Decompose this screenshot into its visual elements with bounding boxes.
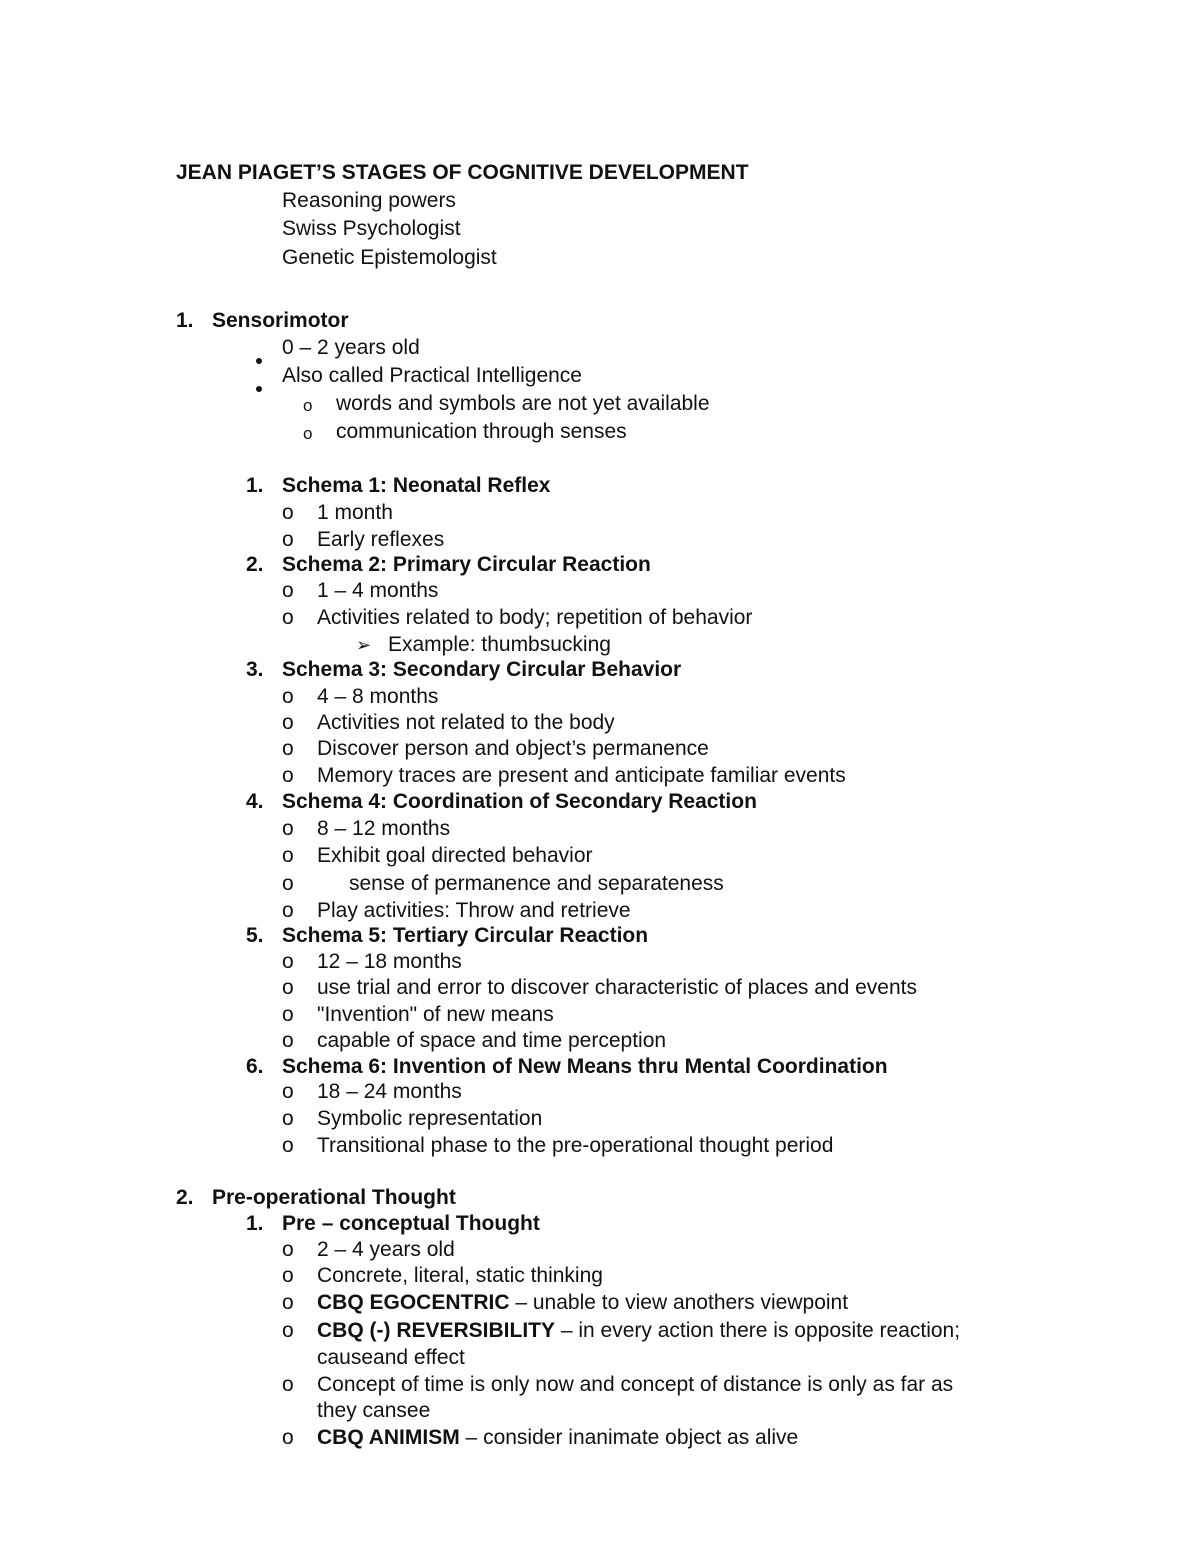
sub-bullet-marker: o: [303, 396, 313, 415]
list-number: 2.: [246, 553, 264, 576]
sub-bullet-marker: o: [282, 976, 294, 999]
list-item: Transitional phase to the pre-operational thought period: [317, 1134, 834, 1157]
list-item: Early reflexes: [317, 528, 445, 551]
sub-bullet-marker: o: [282, 528, 294, 551]
sub-bullet-marker: o: [282, 1238, 294, 1261]
stage-heading: Sensorimotor: [212, 309, 349, 332]
term-label: CBQ (-) REVERSIBILITY: [317, 1319, 556, 1342]
list-item: Symbolic representation: [317, 1107, 543, 1130]
term-definition: – consider inanimate object as alive: [459, 1426, 799, 1449]
list-item: Exhibit goal directed behavior: [317, 844, 593, 867]
list-item: Concept of time is only now and concept of distance is only as far as: [317, 1373, 954, 1396]
stage-heading: Pre-operational Thought: [212, 1186, 456, 1209]
list-number: 5.: [246, 924, 264, 947]
list-number: 1.: [246, 474, 264, 497]
sub-bullet-marker: o: [282, 1107, 294, 1130]
term-definition: – unable to view anothers viewpoint: [509, 1291, 849, 1314]
sub-bullet-marker: o: [282, 1291, 294, 1314]
list-item: Discover person and object’s permanence: [317, 737, 709, 760]
sub-bullet-marker: o: [282, 501, 294, 524]
sub-bullet-marker: o: [282, 872, 294, 895]
term-label: CBQ ANIMISM: [317, 1426, 460, 1449]
list-number: 4.: [246, 790, 264, 813]
list-item: 2 – 4 years old: [317, 1238, 455, 1261]
sub-bullet-marker: o: [282, 1426, 294, 1449]
intro-line: Reasoning powers: [282, 189, 456, 212]
list-item: capable of space and time perception: [317, 1029, 667, 1052]
sub-bullet-marker: o: [282, 1264, 294, 1287]
list-number: 1.: [176, 309, 194, 332]
sub-bullet-marker: o: [282, 1029, 294, 1052]
schema-heading: Schema 1: Neonatal Reflex: [282, 474, 551, 497]
sub-bullet-marker: o: [282, 844, 294, 867]
list-item: Activities related to body; repetition of behavior: [317, 606, 753, 629]
list-item: use trial and error to discover characteristic of places and events: [317, 976, 917, 999]
term-definition: – in every action there is opposite reaction;: [555, 1319, 961, 1342]
schema-heading: Schema 3: Secondary Circular Behavior: [282, 658, 682, 681]
list-item: Activities not related to the body: [317, 711, 615, 734]
sub-bullet-marker: o: [282, 1134, 294, 1157]
list-number: 2.: [176, 1186, 194, 1209]
list-item: 1 month: [317, 501, 393, 524]
list-item: communication through senses: [336, 420, 627, 443]
intro-line: Swiss Psychologist: [282, 217, 461, 240]
sub-bullet-marker: o: [282, 1003, 294, 1026]
sub-bullet-marker: o: [282, 817, 294, 840]
sub-bullet-marker: o: [282, 737, 294, 760]
schema-heading: Schema 5: Tertiary Circular Reaction: [282, 924, 649, 947]
list-item: 0 – 2 years old: [282, 336, 420, 359]
list-item: Also called Practical Intelligence: [282, 364, 582, 387]
schema-heading: Pre – conceptual Thought: [282, 1212, 540, 1235]
sub-bullet-marker: o: [282, 1319, 294, 1342]
sub-bullet-marker: o: [282, 579, 294, 602]
list-number: 1.: [246, 1212, 264, 1235]
list-item: Example: thumbsucking: [388, 633, 611, 656]
list-item: 12 – 18 months: [317, 950, 462, 973]
term-label: CBQ EGOCENTRIC: [317, 1291, 510, 1314]
list-item: Memory traces are present and anticipate familiar events: [317, 764, 846, 787]
list-item: "Invention" of new means: [317, 1003, 554, 1026]
list-item: sense of permanence and separateness: [349, 872, 724, 895]
list-item: [317, 1290, 848, 1316]
arrow-bullet-icon: ➢: [356, 635, 372, 655]
bullet-icon: [256, 345, 262, 371]
sub-bullet-marker: o: [282, 950, 294, 973]
sub-bullet-marker: o: [282, 1373, 294, 1396]
list-number: 3.: [246, 658, 264, 681]
sub-bullet-marker: o: [282, 764, 294, 787]
list-item: [317, 1318, 960, 1344]
schema-heading: Schema 6: Invention of New Means thru Mental Coordination: [282, 1055, 888, 1078]
sub-bullet-marker: o: [282, 899, 294, 922]
list-item: 1 – 4 months: [317, 579, 439, 602]
list-item: 18 – 24 months: [317, 1080, 462, 1103]
list-item: Concrete, literal, static thinking: [317, 1264, 603, 1287]
sub-bullet-marker: o: [282, 606, 294, 629]
document-title: JEAN PIAGET’S STAGES OF COGNITIVE DEVELOPMENT: [176, 161, 749, 184]
list-item: 4 – 8 months: [317, 685, 439, 708]
sub-bullet-marker: o: [303, 424, 313, 443]
list-item-continuation: they cansee: [317, 1399, 431, 1422]
sub-bullet-marker: o: [282, 1080, 294, 1103]
schema-heading: Schema 2: Primary Circular Reaction: [282, 553, 651, 576]
schema-heading: Schema 4: Coordination of Secondary Reaction: [282, 790, 757, 813]
list-item: 8 – 12 months: [317, 817, 451, 840]
sub-bullet-marker: o: [282, 711, 294, 734]
intro-line: Genetic Epistemologist: [282, 246, 497, 269]
list-item: words and symbols are not yet available: [336, 392, 710, 415]
list-item: Play activities: Throw and retrieve: [317, 899, 631, 922]
list-item-continuation: causeand effect: [317, 1346, 465, 1369]
bullet-icon: [256, 373, 262, 399]
sub-bullet-marker: o: [282, 685, 294, 708]
list-item: [317, 1425, 798, 1451]
list-number: 6.: [246, 1055, 264, 1078]
